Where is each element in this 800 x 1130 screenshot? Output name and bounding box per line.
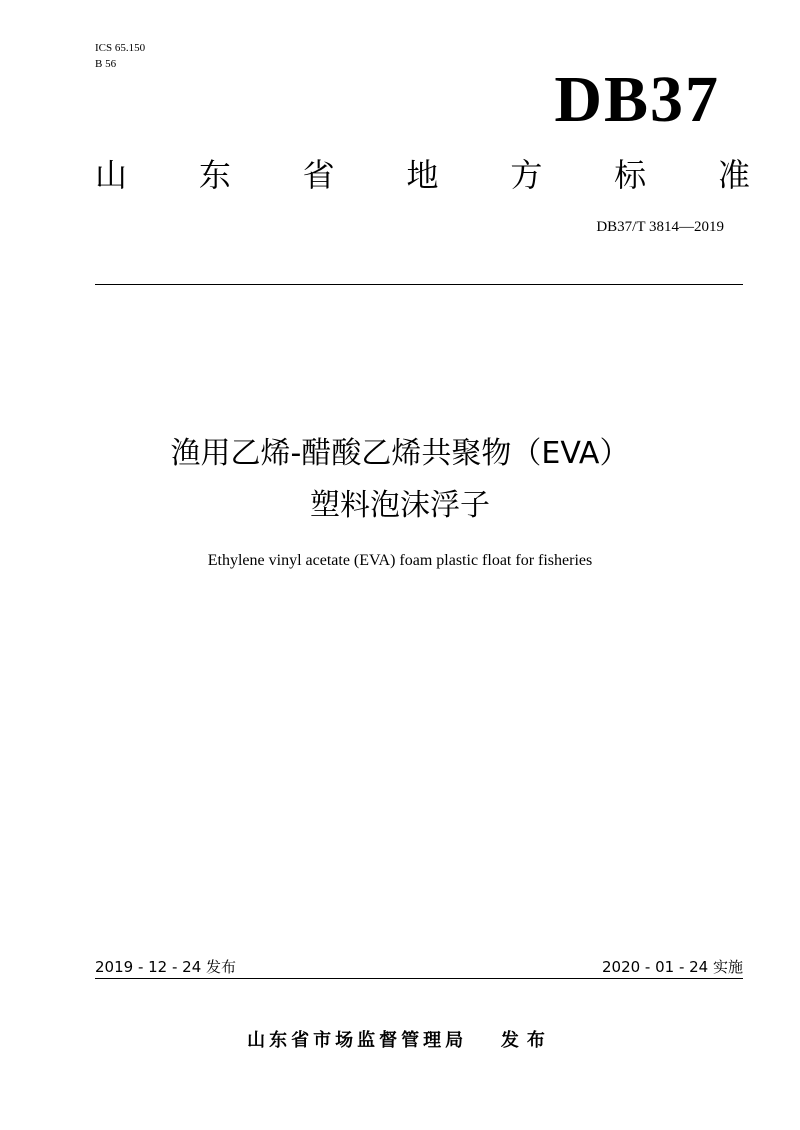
publisher <box>0 1028 800 1054</box>
document-title-cn <box>0 428 800 532</box>
date-divider <box>95 978 743 979</box>
standard-type-title <box>95 150 750 200</box>
standard-type-char: 东 <box>198 156 231 194</box>
standard-type-char: 山 <box>95 156 128 194</box>
issue-date: 2019 - 12 - 24 发布 <box>95 958 237 976</box>
document-title-cn-line2: 塑料泡沫浮子 <box>310 488 490 523</box>
standard-type-char: 省 <box>302 156 335 194</box>
category-code: B 56 <box>95 58 117 70</box>
classification-codes <box>95 40 145 72</box>
standard-logo: DB37 <box>554 63 720 136</box>
implementation-date: 2020 - 01 - 24 实施 <box>601 958 743 976</box>
standard-number: DB37/T 3814—2019 <box>596 219 724 235</box>
ics-code: ICS 65.150 <box>95 42 146 54</box>
date-row <box>95 957 743 977</box>
publisher-name: 山东省市场监督管理局 <box>247 1030 468 1051</box>
header-divider <box>95 284 743 285</box>
document-title-en: Ethylene vinyl acetate (EVA) foam plastic float for fisheries <box>207 552 593 569</box>
standard-type-char: 地 <box>406 156 439 194</box>
document-title-cn-line1: 渔用乙烯-醋酸乙烯共聚物（EVA） <box>170 436 630 471</box>
standard-type-char: 标 <box>614 156 647 194</box>
standard-type-char: 方 <box>510 156 543 194</box>
standard-type-char: 准 <box>717 156 750 194</box>
publisher-suffix: 发布 <box>500 1030 553 1051</box>
